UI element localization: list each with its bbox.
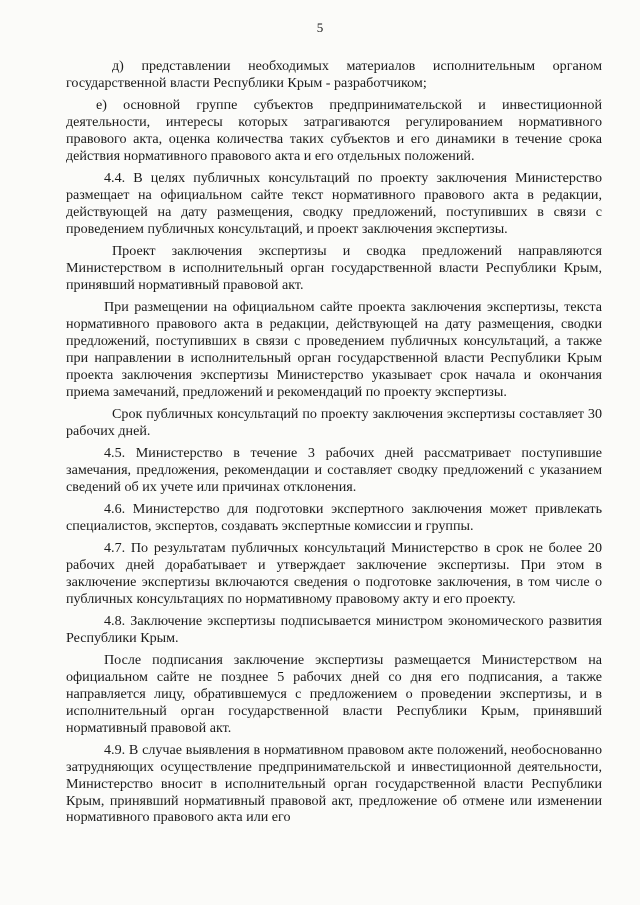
- paragraph-4-7: 4.7. По результатам публичных консультаций Министерство в срок не более 20 рабочих дней дорабатывает и утверждает заключение экспертизы. При этом в заключение экспертизы включаются сведения о подготовке заключения, в том числе о публичных консультациях по нормативному правовому акту и его проекту.: [66, 539, 602, 607]
- paragraph-4-4: 4.4. В целях публичных консультаций по проекту заключения Министерство размещает на официальном сайте текст нормативного правового акта в редакции, действующей на дату размещения, сводку предложений, поступивших в связи с проведением публичных консультаций, и проект заключения экспертизы.: [66, 170, 602, 237]
- paragraph-4-9: 4.9. В случае выявления в нормативном правовом акте положений, необоснованно затрудняющих осуществление предпринимательской и инвестиционной деятельности, Министерство вносит в исполнительный орган государственной власти Республики Крым, принявший нормативный правовой акт, предложение об отмене или изменении нормативного правового акта или его: [66, 741, 602, 826]
- page-number: 5: [316, 20, 324, 35]
- paragraph-item-e: е) основной группе субъектов предпринимательской и инвестиционной деятельности, интересы которых затрагиваются регулированием нормативного правового акта, оценка количества таких субъектов и его динамики в течение срока действия нормативного правового акта и его отдельных положений.: [66, 97, 602, 164]
- paragraph-website-placement: При размещении на официальном сайте проекта заключения экспертизы, текста нормативного правового акта в редакции, действующей на дату размещения, сводки предложений, поступивших в связи с проведением публичных консультаций, а также при направлении в исполнительный орган государственной власти Республики Крым проекта заключения экспертизы Министерство указывает срок начала и окончания приема замечаний, предложений и рекомендаций по проекту экспертизы.: [66, 298, 602, 400]
- paragraph-item-d: д) представлении необходимых материалов исполнительным органом государственной власти Республики Крым - разработчиком;: [66, 58, 602, 91]
- document-body: [66, 58, 602, 832]
- paragraph-4-8: 4.8. Заключение экспертизы подписывается министром экономического развития Республики Крым.: [66, 612, 602, 646]
- paragraph-after-signing: После подписания заключение экспертизы размещается Министерством на официальном сайте не позднее 5 рабочих дней со дня его подписания, а также направляется лицу, обратившемуся с предложением о проведении экспертизы, и в исполнительный орган государственной власти Республики Крым, принявший нормативный правовой акт.: [66, 651, 602, 736]
- paragraph-4-6: 4.6. Министерство для подготовки экспертного заключения может привлекать специалистов, экспертов, создавать экспертные комиссии и группы.: [66, 500, 602, 534]
- paragraph-draft-conclusion: Проект заключения экспертизы и сводка предложений направляются Министерством в исполнительный орган государственной власти Республики Крым, принявший нормативный правовой акт.: [66, 242, 602, 293]
- paragraph-consultation-period: Срок публичных консультаций по проекту заключения экспертизы составляет 30 рабочих дней.: [66, 405, 602, 439]
- paragraph-4-5: 4.5. Министерство в течение 3 рабочих дней рассматривает поступившие замечания, предложения, рекомендации и составляет сводку предложений с указанием сведений об их учете или причинах отклонения.: [66, 444, 602, 495]
